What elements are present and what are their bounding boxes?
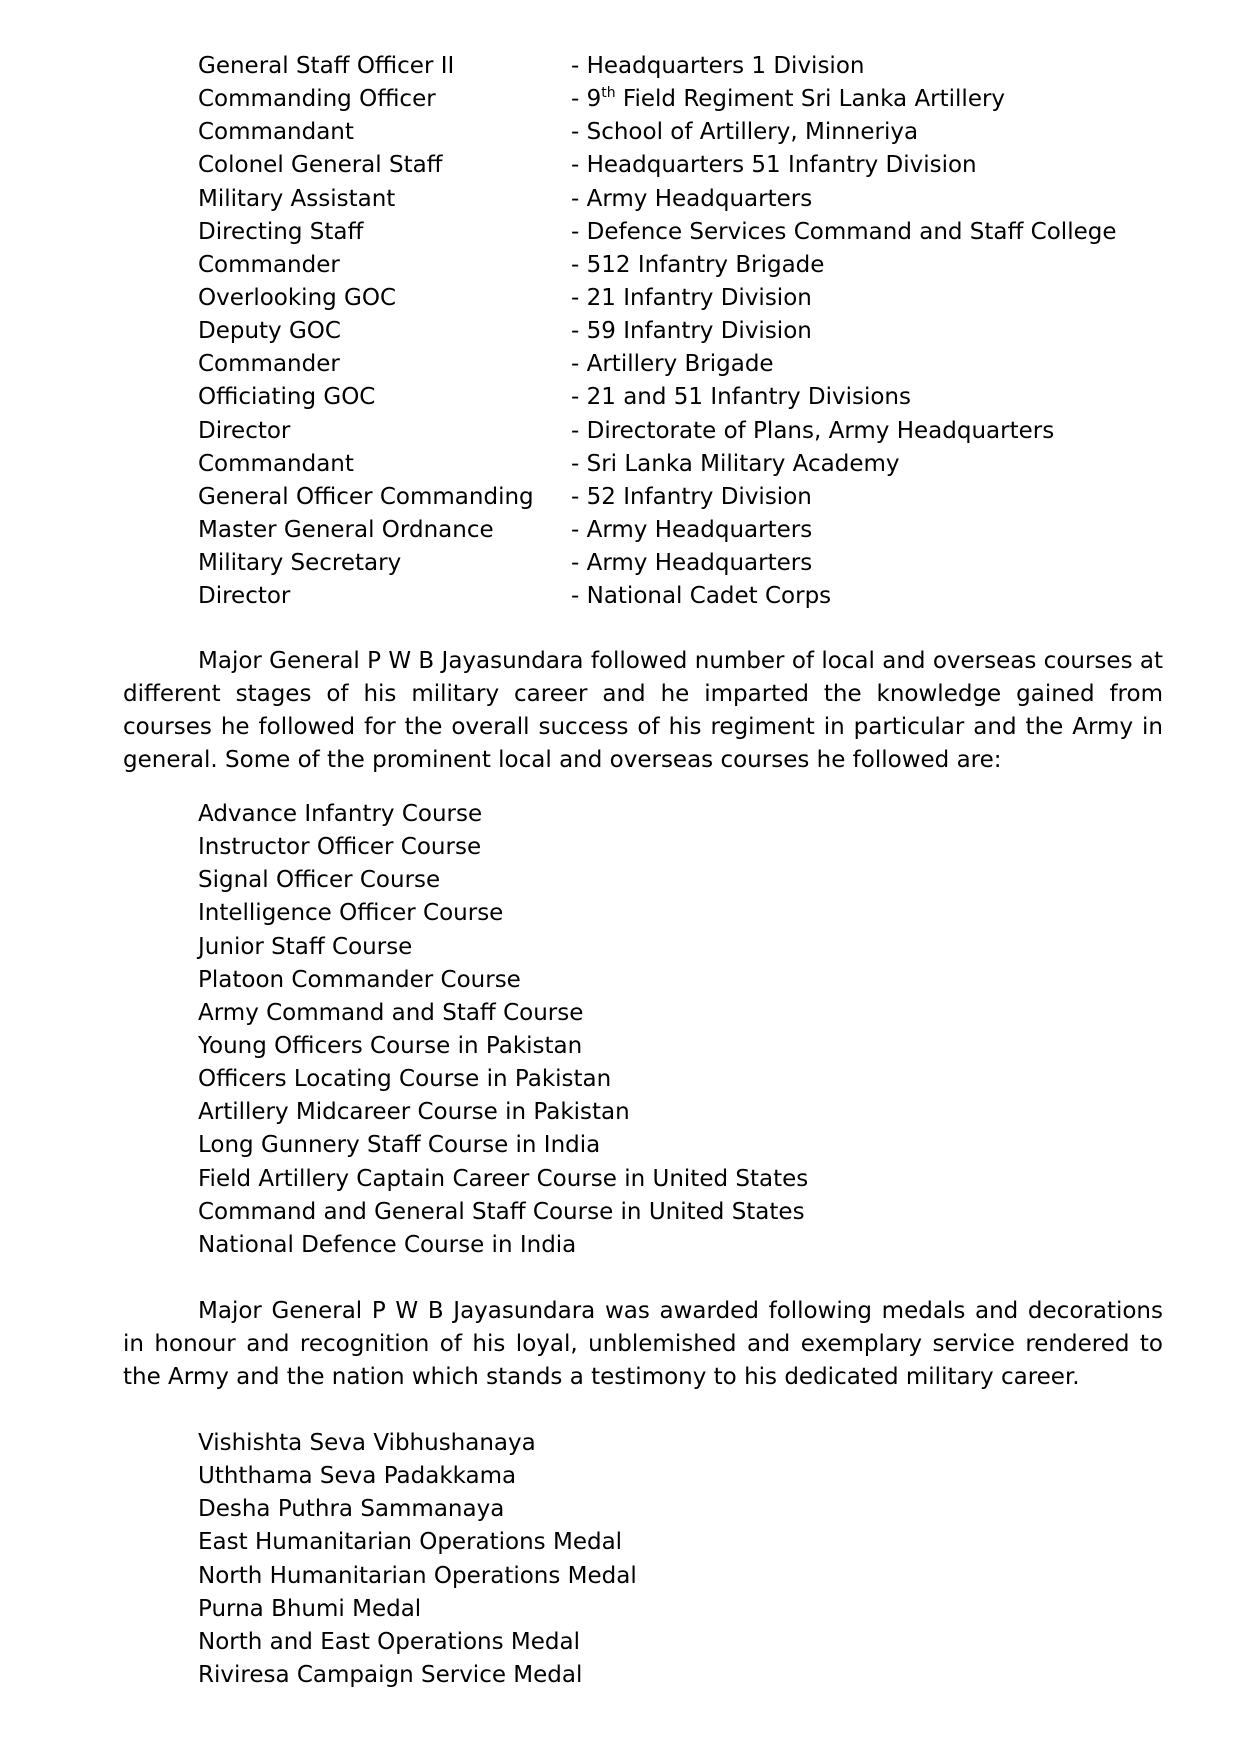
appointment-unit: - Artillery Brigade [571,351,774,378]
course-item: Young Officers Course in Pakistan [198,1032,583,1059]
appointment-row [198,315,1158,348]
appointment-role: Officiating GOC [198,384,376,411]
appointment-unit: - Defence Services Command and Staff College [571,218,1117,245]
appointment-unit-prefix: - 9 [571,86,602,113]
medal-item: Desha Puthra Sammanaya [198,1496,505,1523]
appointment-row [198,381,1158,414]
appointment-row [198,580,1158,613]
appointment-role: Commandant [198,119,354,146]
course-item: Officers Locating Course in Pakistan [198,1066,612,1093]
medals-list [198,1427,637,1692]
appointment-role: Military Secretary [198,550,402,577]
medal-item: Uththama Seva Padakkama [198,1463,517,1490]
courses-paragraph: Major General P W B Jayasundara followed number of local and overseas courses at different stages of his military career and he imparted the knowledge gained from courses he followed for the overall success of his regiment in particular and the Army in general. Some of the prominent local and overseas courses he followed are: [123,648,1163,774]
appointment-role: Overlooking GOC [198,284,397,311]
appointment-unit: - Army Headquarters [571,185,813,212]
medal-item: North Humanitarian Operations Medal [198,1562,637,1589]
medal-item: Purna Bhumi Medal [198,1595,422,1622]
course-item: Junior Staff Course [198,933,413,960]
appointment-unit: - School of Artillery, Minneriya [571,119,919,146]
course-item: National Defence Course in India [198,1231,577,1258]
appointment-row [198,282,1158,315]
course-item: Long Gunnery Staff Course in India [198,1132,601,1159]
appointment-role: Master General Ordnance [198,516,494,543]
appointment-unit: - Sri Lanka Military Academy [571,450,900,477]
appointment-row [198,50,1158,83]
course-item: Army Command and Staff Course [198,999,584,1026]
appointment-unit: - 512 Infantry Brigade [571,251,825,278]
course-item: Intelligence Officer Course [198,900,504,927]
appointment-row [198,348,1158,381]
medal-item: East Humanitarian Operations Medal [198,1529,623,1556]
appointment-row [198,116,1158,149]
courses-list [198,798,808,1262]
appointment-row [198,547,1158,580]
medal-item: North and East Operations Medal [198,1628,580,1655]
appointment-row [198,216,1158,249]
appointment-row [198,183,1158,216]
appointment-role: Commander [198,251,340,278]
appointment-unit: - Headquarters 1 Division [571,53,865,79]
appointment-row [198,481,1158,514]
appointment-unit: - Directorate of Plans, Army Headquarters [571,417,1055,444]
course-item: Artillery Midcareer Course in Pakistan [198,1099,630,1126]
appointment-row [198,149,1158,182]
appointment-unit: - Army Headquarters [571,550,813,577]
appointment-role: Directing Staff [198,218,364,245]
appointment-role: Director [198,417,291,444]
course-item: Platoon Commander Course [198,966,521,993]
appointment-row [198,249,1158,282]
appointment-role: Colonel General Staff [198,152,443,179]
appointment-unit [571,83,1158,116]
appointment-role: General Staff Officer II [198,53,455,79]
appointment-role: Commanding Officer [198,86,436,113]
appointment-unit: - National Cadet Corps [571,583,832,610]
appointment-unit: - 52 Infantry Division [571,483,812,510]
appointment-role: Military Assistant [198,185,396,212]
appointment-unit-text: Field Regiment Sri Lanka Artillery [615,86,1006,113]
appointment-row [198,415,1158,448]
appointment-unit: - 21 Infantry Division [571,284,812,311]
course-item: Command and General Staff Course in United States [198,1198,805,1225]
medal-item: Riviresa Campaign Service Medal [198,1661,583,1688]
appointment-unit: - Army Headquarters [571,516,813,543]
medal-item: Vishishta Seva Vibhushanaya [198,1430,536,1456]
appointment-role: General Officer Commanding [198,483,534,510]
appointment-unit: - 21 and 51 Infantry Divisions [571,384,911,411]
appointment-row [198,514,1158,547]
appointment-unit: - Headquarters 51 Infantry Division [571,152,977,179]
course-item: Instructor Officer Course [198,834,482,861]
appointment-unit: - 59 Infantry Division [571,318,812,345]
medals-paragraph: Major General P W B Jayasundara was awarded following medals and decorations in honour and recognition of his loyal, unblemished and exemplary service rendered to the Army and the nation which stands a testimony to his dedicated military career. [123,1298,1163,1391]
course-item: Field Artillery Captain Career Course in United States [198,1165,809,1192]
appointment-role: Director [198,583,291,610]
appointment-role: Commandant [198,450,354,477]
course-item: Advance Infantry Course [198,801,483,827]
appointment-row [198,83,1158,116]
course-item: Signal Officer Course [198,867,441,894]
appointments-list [198,50,1158,613]
ordinal-superscript: th [601,85,616,102]
appointment-role: Deputy GOC [198,318,341,345]
appointment-role: Commander [198,351,340,378]
appointment-row [198,448,1158,481]
